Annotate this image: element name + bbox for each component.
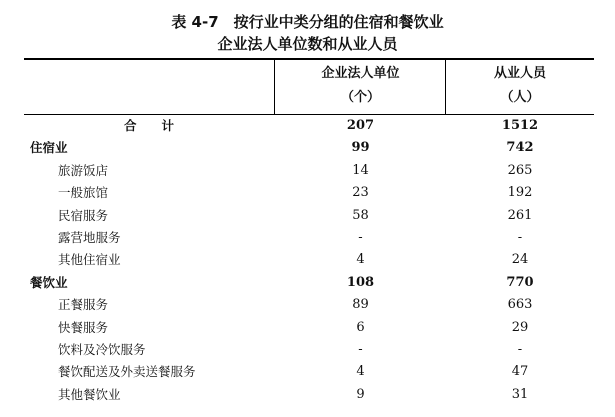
cell-employees: - [517, 342, 523, 357]
cell-units: 99 [351, 140, 370, 156]
row-label: 住宿业 [30, 140, 68, 156]
row-label: 餐饮业 [30, 274, 68, 290]
cell-units: 9 [356, 386, 365, 402]
cell-units: 58 [352, 207, 369, 223]
column-header-employees: 从业人员 [493, 66, 546, 81]
cell-employees: 24 [511, 252, 529, 268]
table-row [24, 294, 594, 316]
table-row [24, 384, 594, 406]
cell-employees: 192 [507, 185, 533, 201]
row-label: 其他住宿业 [58, 252, 121, 268]
row-label: 旅游饭店 [58, 162, 109, 178]
row-label: 露营地服务 [58, 230, 121, 245]
table-subtitle: 企业法人单位数和从业人员 [217, 35, 398, 53]
cell-employees: 265 [507, 162, 533, 178]
table-row [24, 317, 594, 339]
table-row [24, 227, 594, 249]
column-header-units: 企业法人单位 [321, 66, 400, 81]
table-title: 表 4-7 按行业中类分组的住宿和餐饮业 [171, 13, 444, 31]
cell-units: 23 [352, 185, 369, 201]
cell-units: 108 [346, 274, 375, 290]
row-label: 合 计 [123, 118, 174, 133]
row-label: 饮料及冷饮服务 [58, 342, 146, 357]
cell-units: 4 [356, 364, 365, 380]
cell-employees: 261 [507, 207, 533, 223]
cell-units: 6 [356, 319, 365, 335]
column-unit-employees: （人） [500, 90, 540, 105]
row-label: 快餐服务 [58, 319, 109, 335]
table-row [24, 137, 594, 159]
cell-units: 207 [346, 118, 375, 133]
table-row [24, 205, 594, 227]
cell-units: - [358, 230, 363, 245]
row-label: 其他餐饮业 [58, 386, 121, 402]
cell-employees: 663 [507, 297, 533, 313]
cell-employees: 47 [511, 364, 529, 380]
cell-employees: 1512 [501, 118, 539, 133]
row-label: 一般旅馆 [58, 185, 109, 201]
table-row [24, 339, 594, 361]
cell-units: 14 [352, 162, 369, 178]
cell-units: - [358, 342, 363, 357]
cell-employees: 742 [506, 140, 534, 156]
cell-units: 4 [356, 252, 365, 268]
cell-employees: - [517, 230, 523, 245]
table-row [24, 272, 594, 294]
row-label: 民宿服务 [58, 207, 109, 223]
cell-employees: 29 [511, 319, 529, 335]
cell-employees: 770 [506, 274, 534, 290]
row-label: 正餐服务 [58, 297, 109, 313]
table-row [24, 115, 594, 137]
table-row [24, 160, 594, 182]
column-unit-units: （个） [340, 90, 380, 105]
table-row [24, 249, 594, 271]
row-label: 餐饮配送及外卖送餐服务 [58, 364, 196, 380]
cell-units: 89 [352, 297, 369, 313]
cell-employees: 31 [511, 386, 529, 402]
table-row [24, 182, 594, 204]
table-row [24, 361, 594, 383]
top-rule [24, 58, 594, 60]
